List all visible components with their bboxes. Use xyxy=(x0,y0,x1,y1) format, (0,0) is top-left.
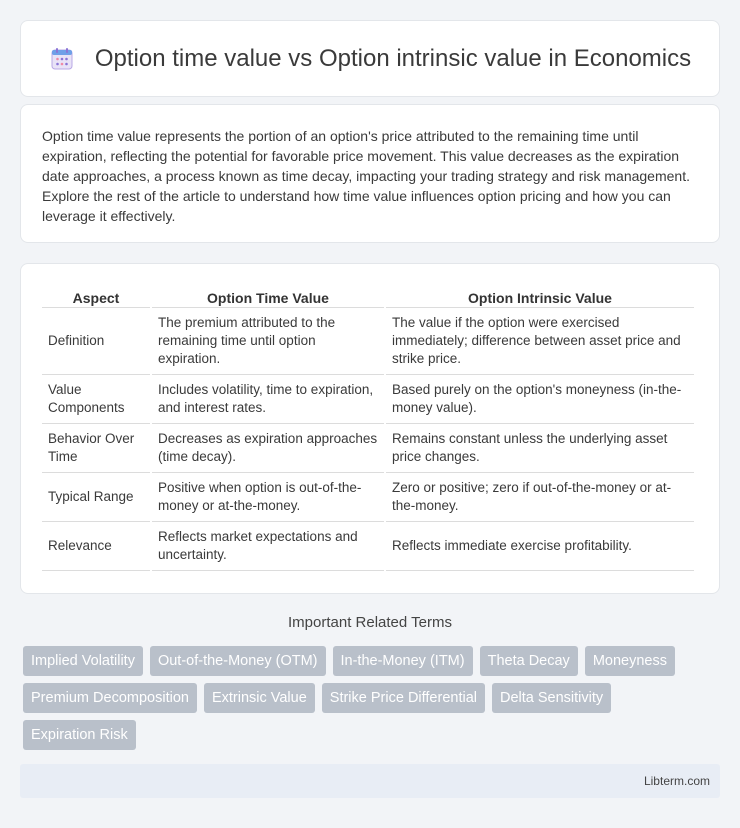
related-terms-list xyxy=(23,646,723,757)
tag-delta-sensitivity[interactable]: Delta Sensitivity xyxy=(492,683,611,713)
row-aspect: Behavior Over Time xyxy=(42,424,150,473)
footer-site-link[interactable]: Libterm.com xyxy=(643,774,710,788)
header-aspect: Aspect xyxy=(42,284,150,308)
table-row xyxy=(42,473,694,522)
row-aspect: Relevance xyxy=(42,522,150,571)
tag-extrinsic-value[interactable]: Extrinsic Value xyxy=(204,683,315,713)
row-intrinsic-value: Remains constant unless the underlying asset price changes. xyxy=(386,424,694,473)
row-time-value: Includes volatility, time to expiration, and interest rates. xyxy=(152,375,384,424)
tag-theta-decay[interactable]: Theta Decay xyxy=(480,646,578,676)
tag-out-of-the-money[interactable]: Out-of-the-Money (OTM) xyxy=(150,646,326,676)
header-time-value: Option Time Value xyxy=(152,284,384,308)
table-row xyxy=(42,424,694,473)
footer xyxy=(20,764,720,798)
row-intrinsic-value: Based purely on the option's moneyness (in-the-money value). xyxy=(386,375,694,424)
tag-moneyness[interactable]: Moneyness xyxy=(585,646,675,676)
row-time-value: Reflects market expectations and uncertainty. xyxy=(152,522,384,571)
table-header-row xyxy=(42,284,694,308)
tag-premium-decomposition[interactable]: Premium Decomposition xyxy=(23,683,197,713)
row-aspect: Value Components xyxy=(42,375,150,424)
comparison-table-card xyxy=(20,263,720,594)
row-time-value: Positive when option is out-of-the-money or at-the-money. xyxy=(152,473,384,522)
calendar-icon xyxy=(49,46,75,72)
intro-card xyxy=(20,104,720,243)
intro-paragraph: Option time value represents the portion of an option's price attributed to the remaining time until expiration, reflecting the potential for favorable price movement. This value decreases as the expiration date approaches, a process known as time decay, impacting your trading strategy and risk management. Explore the rest of the article to understand how time value influences option pricing and how you can leverage it effectively. xyxy=(42,128,690,224)
row-aspect: Typical Range xyxy=(42,473,150,522)
row-intrinsic-value: Reflects immediate exercise profitability. xyxy=(386,522,694,571)
related-terms-heading: Important Related Terms xyxy=(288,614,452,631)
tag-strike-price-differential[interactable]: Strike Price Differential xyxy=(322,683,485,713)
title-card xyxy=(20,20,720,97)
row-time-value: The premium attributed to the remaining time until option expiration. xyxy=(152,308,384,375)
tag-in-the-money[interactable]: In-the-Money (ITM) xyxy=(333,646,473,676)
tag-expiration-risk[interactable]: Expiration Risk xyxy=(23,720,136,750)
table-row xyxy=(42,308,694,375)
header-intrinsic-value: Option Intrinsic Value xyxy=(386,284,694,308)
row-intrinsic-value: Zero or positive; zero if out-of-the-money or at-the-money. xyxy=(386,473,694,522)
page-title: Option time value vs Option intrinsic value in Economics xyxy=(94,44,692,72)
row-time-value: Decreases as expiration approaches (time decay). xyxy=(152,424,384,473)
comparison-table xyxy=(40,284,696,571)
row-intrinsic-value: The value if the option were exercised immediately; difference between asset price and strike price. xyxy=(386,308,694,375)
row-aspect: Definition xyxy=(42,308,150,375)
table-row xyxy=(42,522,694,571)
table-row xyxy=(42,375,694,424)
tag-implied-volatility[interactable]: Implied Volatility xyxy=(23,646,143,676)
